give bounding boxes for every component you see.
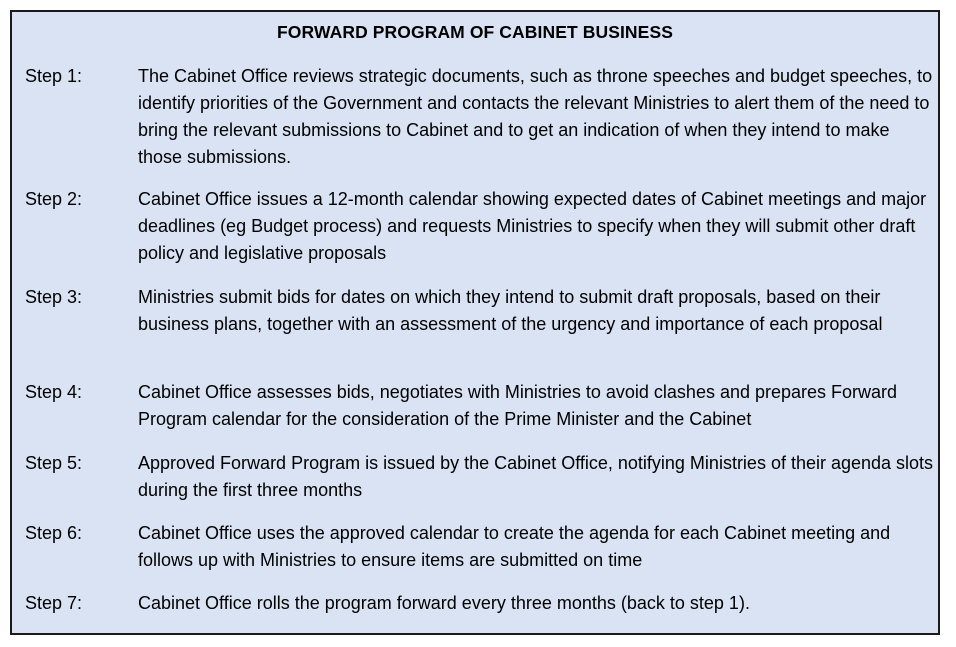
step-label: Step 2: — [25, 189, 83, 209]
step-text: Cabinet Office rolls the program forward every three months (back to step 1). — [138, 593, 750, 613]
step-label: Step 7: — [25, 593, 83, 613]
step-text: Cabinet Office issues a 12-month calendar showing expected dates of Cabinet meetings and major deadlines (eg Budget process) and requests Ministries to specify when they will submit other draft policy and legislative proposals — [138, 189, 927, 263]
step-text: Ministries submit bids for dates on which they intend to submit draft proposals, based on their business plans, together with an assessment of the urgency and importance of each proposal — [138, 287, 883, 334]
step-label: Step 3: — [25, 287, 83, 307]
step-label: Step 6: — [25, 523, 83, 543]
document-title: FORWARD PROGRAM OF CABINET BUSINESS — [277, 22, 673, 42]
forward-program-panel — [10, 10, 940, 635]
step-label: Step 4: — [25, 382, 83, 402]
step-text: Cabinet Office assesses bids, negotiates with Ministries to avoid clashes and prepares Forward Program calendar for the consideration of the Prime Minister and the Cabinet — [138, 382, 898, 429]
step-text: The Cabinet Office reviews strategic documents, such as throne speeches and budget speeches, to identify priorities of the Government and contacts the relevant Ministries to alert them of the need to bring the relevant submissions to Cabinet and to get an indication of when they intend to make those submissions. — [138, 66, 933, 167]
step-text: Approved Forward Program is issued by the Cabinet Office, notifying Ministries of their agenda slots during the first three months — [138, 453, 934, 500]
step-label: Step 5: — [25, 453, 83, 473]
step-text: Cabinet Office uses the approved calendar to create the agenda for each Cabinet meeting and follows up with Ministries to ensure items are submitted on time — [138, 523, 891, 570]
step-label: Step 1: — [25, 66, 83, 86]
